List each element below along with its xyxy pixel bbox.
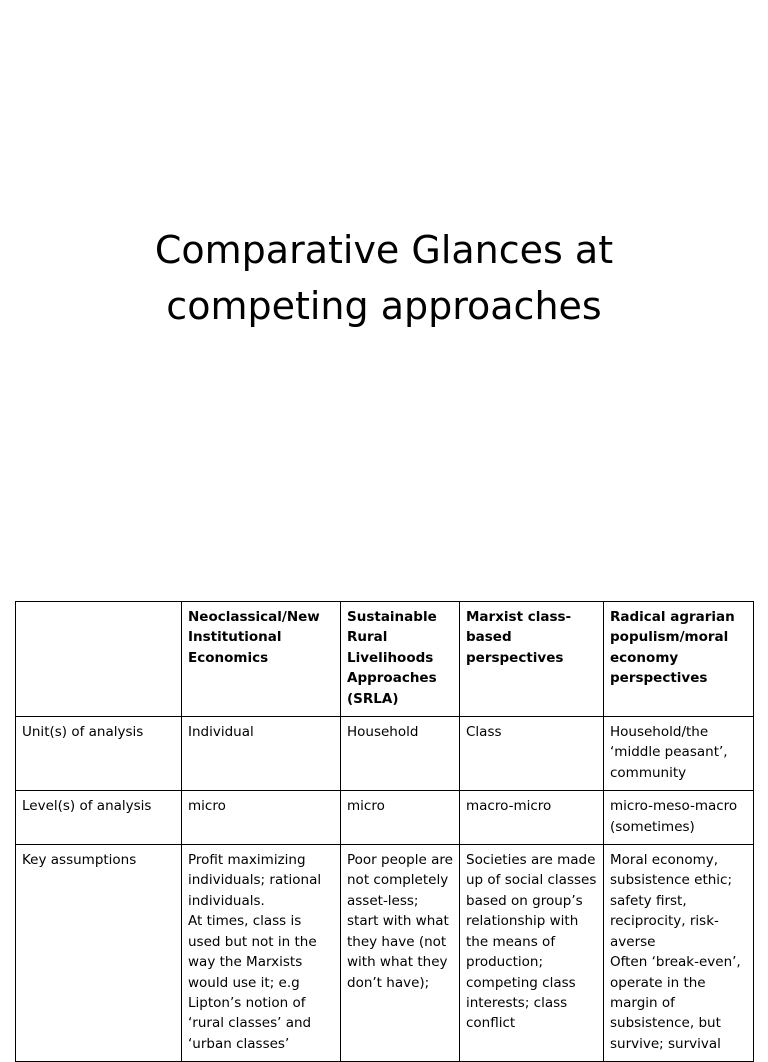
- row-label: Key assumptions: [16, 845, 182, 1062]
- table-cell: Household/the ‘middle peasant’, community: [604, 717, 754, 791]
- table-row-level-of-analysis: [16, 791, 754, 845]
- table-row-unit-of-analysis: [16, 717, 754, 791]
- table-header-row: [16, 602, 754, 717]
- row-label: Unit(s) of analysis: [16, 717, 182, 791]
- table-cell: micro-meso-macro (sometimes): [604, 791, 754, 845]
- table-row-key-assumptions: [16, 845, 754, 1062]
- table-cell: Household: [341, 717, 460, 791]
- table-cell: micro: [341, 791, 460, 845]
- slide-title-line-2: competing approaches: [166, 284, 602, 328]
- table-cell: macro-micro: [460, 791, 604, 845]
- table-cell: Poor people are not completely asset-less; start with what they have (not with what they don’t have);: [341, 845, 460, 1062]
- table-cell: Moral economy, subsistence ethic; safety first, reciprocity, risk-averse Often ‘break-even’, operate in the margin of subsistence, but survive; survival: [604, 845, 754, 1062]
- header-cell-srla: Sustainable Rural Livelihoods Approaches (SRLA): [341, 602, 460, 717]
- table-cell: micro: [182, 791, 341, 845]
- header-cell-marxist: Marxist class-based perspectives: [460, 602, 604, 717]
- table-cell: Class: [460, 717, 604, 791]
- comparison-table: [15, 601, 754, 1062]
- table-cell: Societies are made up of social classes based on group’s relationship with the means of production; competing class interests; class conflict: [460, 845, 604, 1062]
- slide-title: [0, 222, 768, 334]
- header-cell-populism: Radical agrarian populism/moral economy perspectives: [604, 602, 754, 717]
- row-label: Level(s) of analysis: [16, 791, 182, 845]
- slide-title-line-1: Comparative Glances at: [154, 228, 614, 272]
- table-cell: Profit maximizing individuals; rational individuals. At times, class is used but not in the way the Marxists would use it; e.g Lipton’s notion of ‘rural classes’ and ‘urban classes’: [182, 845, 341, 1062]
- table-cell: Individual: [182, 717, 341, 791]
- header-cell-empty: [16, 602, 182, 717]
- header-cell-neoclassical: Neoclassical/New Institutional Economics: [182, 602, 341, 717]
